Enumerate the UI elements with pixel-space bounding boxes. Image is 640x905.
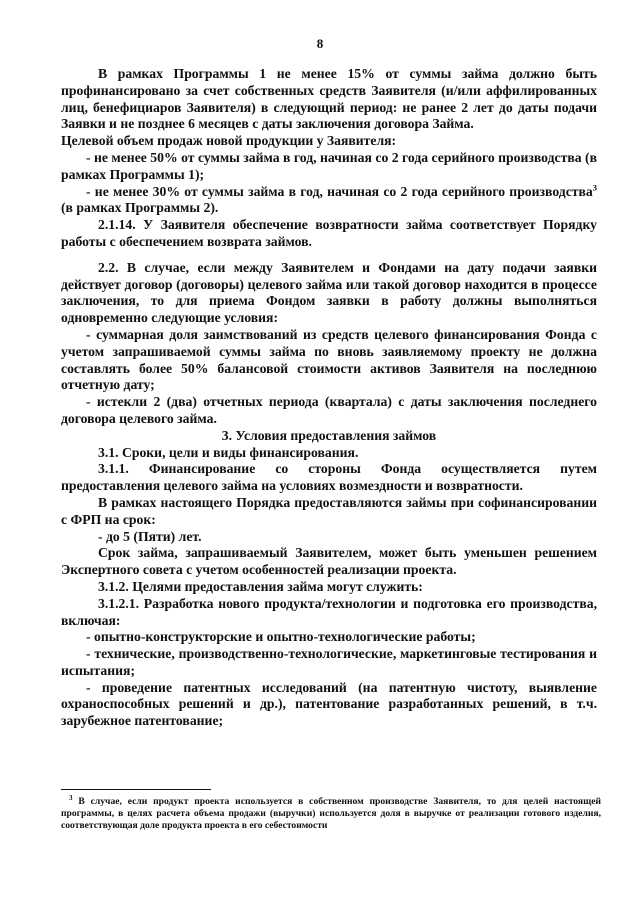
- list-item-text: - не менее 30% от суммы займа в год, начиная со 2 года серийного производства: [86, 183, 593, 199]
- list-item-condition-1: - суммарная доля заимствований из средств целевого финансирования Фонда с учетом запрашиваемой суммы займа по вновь заявляемому проекту не должна составлять более 50% балансовой стоимости активов Заявителя на последнюю отчетную дату;: [61, 326, 597, 393]
- paragraph-loan-term: Срок займа, запрашиваемый Заявителем, может быть уменьшен решением Экспертного совета с учетом особенностей реализации проекта.: [61, 545, 597, 578]
- paragraph-3-1-1: 3.1.1. Финансирование со стороны Фонда осуществляется путем предоставления целевого займа на условиях возмездности и возвратности.: [61, 461, 597, 494]
- document-body: [61, 66, 597, 730]
- list-item-sales-target-1: - не менее 50% от суммы займа в год, начиная со 2 года серийного производства (в рамках Программы 1);: [61, 149, 597, 182]
- page-number: 8: [316, 36, 324, 51]
- paragraph-sales-target-heading: Целевой объем продаж новой продукции у Заявителя:: [61, 133, 397, 149]
- footnote-marker: 3: [69, 793, 73, 802]
- footnote-divider: [61, 789, 211, 790]
- paragraph-2-2: 2.2. В случае, если между Заявителем и Фондами на дату подачи заявки действует договор (договоры) целевого займа или такой договор находится в процессе заключения, то для приема Фондом заявки в работу должны выполняться одновременно следующие условия:: [61, 259, 597, 326]
- paragraph-3-1: 3.1. Сроки, цели и виды финансирования.: [98, 444, 359, 460]
- list-item-testing: - технические, производственно-технологические, маркетинговые тестирования и испытания;: [61, 646, 597, 678]
- list-item-text-continued: (в рамках Программы 2).: [61, 200, 219, 216]
- list-item-condition-2: - истекли 2 (два) отчетных периода (квартала) с даты заключения последнего договора целевого займа.: [61, 394, 597, 426]
- list-item-sales-target-2: [61, 184, 597, 218]
- list-item-term: - до 5 (Пяти) лет.: [98, 528, 202, 544]
- section-heading-3: 3. Условия предоставления займов: [221, 427, 437, 443]
- list-item-rnd-works: - опытно-конструкторские и опытно-технологические работы;: [86, 629, 476, 645]
- footnote-text: В случае, если продукт проекта используется в собственном производстве Заявителя, то для целей настоящей программы, в целях расчета объема продажи (выручки) используется доля в выручке от реализации готового изделия, соответствующая доле продукта проекта в его себестоимости: [61, 796, 601, 832]
- paragraph-2-1-14: 2.1.14. У Заявителя обеспечение возвратности займа соответствует Порядку работы с обеспечением возврата займов.: [61, 217, 597, 249]
- footnote: [61, 793, 601, 833]
- paragraph-3-1-2-1: 3.1.2.1. Разработка нового продукта/технологии и подготовка его производства, включая:: [61, 595, 597, 628]
- paragraph-program1-financing: В рамках Программы 1 не менее 15% от суммы займа должно быть профинансировано за счет собственных средств Заявителя (и/или аффилированных лиц, бенефициаров Заявителя) в следующий период: не ранее 2 лет до даты подачи Заявки и не позднее 6 месяцев с даты заключения договора Займа.: [61, 66, 597, 132]
- list-item-patents: - проведение патентных исследований (на патентную чистоту, выявление охраноспособных решений и др.), патентование разработанных решений, в т.ч. зарубежное патентование;: [61, 679, 597, 729]
- paragraph-3-1-2: 3.1.2. Целями предоставления займа могут служить:: [98, 578, 423, 594]
- footnote-reference[interactable]: 3: [592, 182, 597, 193]
- paragraph-cofinancing: В рамках настоящего Порядка предоставляются займы при софинансировании с ФРП на срок:: [61, 494, 597, 527]
